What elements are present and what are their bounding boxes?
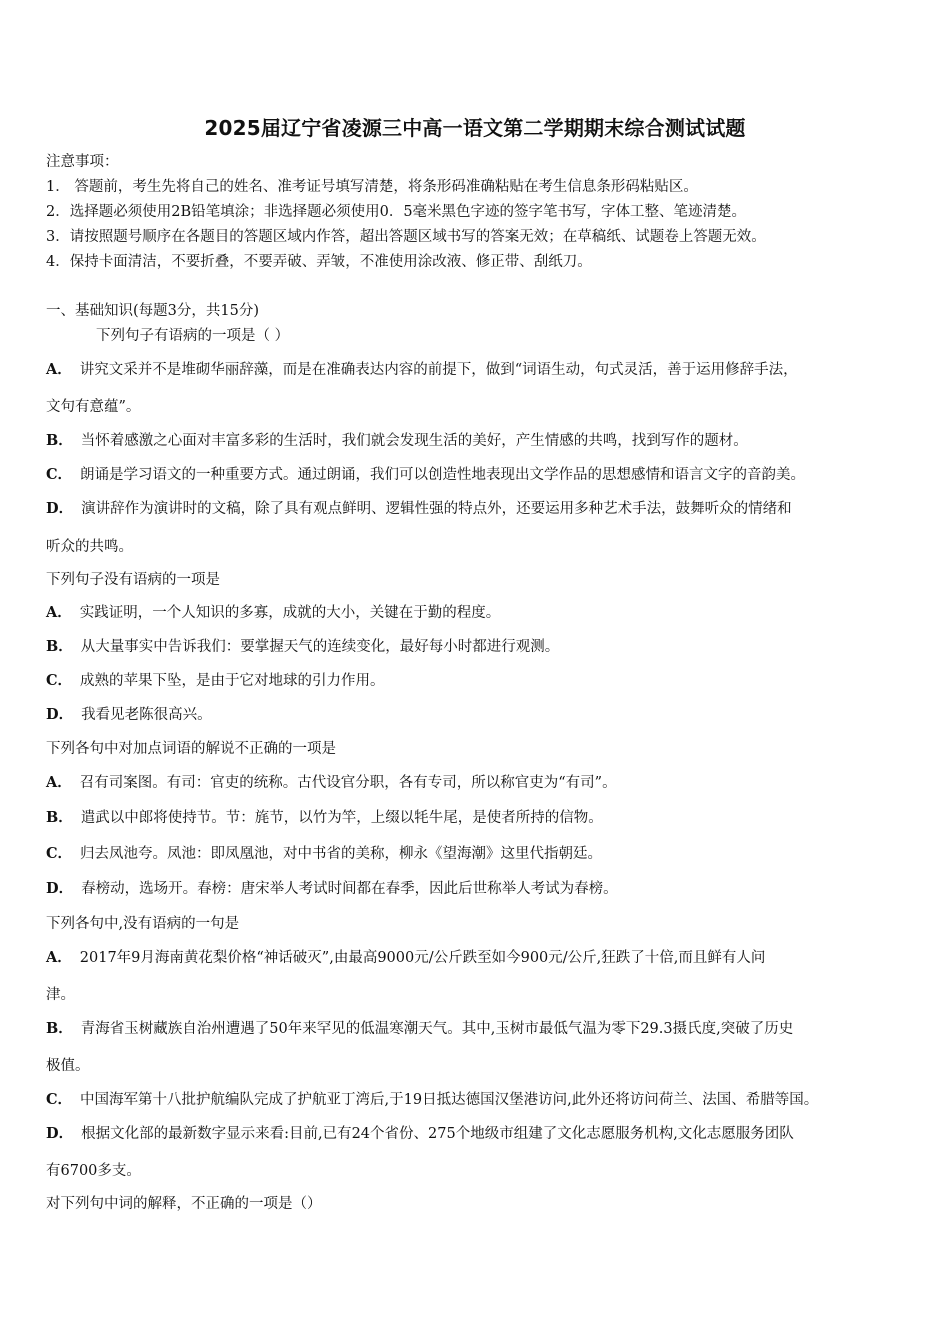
option-text: 朗诵是学习语文的一种重要方式。通过朗诵，我们可以创造性地表现出文学作品的思想感情和语言文字的音韵美。 (80, 467, 806, 483)
option-text: 我看见老陈很高兴。 (81, 707, 212, 723)
question-3-stem: 下列各句中对加点词语的解说不正确的一项是 (46, 741, 336, 757)
option-text: 遣武以中郎将使持节。节：旄节，以竹为竿，上缀以牦牛尾，是使者所持的信物。 (80, 810, 603, 826)
option-letter: D． (46, 500, 74, 517)
option-letter: A． (46, 949, 72, 966)
question-4-option-d (46, 1124, 794, 1144)
option-letter: A． (46, 774, 72, 791)
notice-item-2: 2．选择题必须使用2B铅笔填涂；非选择题必须使用0．5毫米黑色字迹的签字笔书写，字体工整、笔迹清楚。 (46, 204, 747, 220)
question-1-option-d (46, 499, 792, 519)
question-1-stem: 下列句子有语病的一项是（ ） (96, 328, 290, 344)
question-3-option-d (46, 879, 618, 899)
option-text: 演讲辞作为演讲时的文稿，除了具有观点鲜明、逻辑性强的特点外，还要运用多种艺术手法，鼓舞听众的情绪和 (81, 501, 792, 517)
page-title: 2025届辽宁省凌源三中高一语文第二学期期末综合测试试题 (204, 116, 746, 140)
question-1-option-d-cont: 听众的共鸣。 (46, 539, 133, 555)
question-5-stem: 对下列句中词的解释，不正确的一项是（） (46, 1196, 322, 1212)
question-4-option-b-cont: 极值。 (46, 1058, 90, 1074)
question-4-option-c (46, 1090, 818, 1110)
notice-item-3: 3．请按照题号顺序在各题目的答题区域内作答，超出答题区域书写的答案无效；在草稿纸、试题卷上答题无效。 (46, 229, 766, 245)
question-1-option-a-cont: 文句有意蕴”。 (46, 399, 141, 415)
notice-item-4: 4．保持卡面清洁，不要折叠，不要弄破、弄皱，不准使用涂改液、修正带、刮纸刀。 (46, 254, 592, 270)
question-2-stem: 下列句子没有语病的一项是 (46, 572, 220, 588)
option-letter: C． (46, 466, 73, 483)
option-text: 成熟的苹果下坠，是由于它对地球的引力作用。 (80, 673, 385, 689)
question-1-option-b (46, 431, 748, 451)
notice-item-1: 1． 答题前，考生先将自己的姓名、准考证号填写清楚，将条形码准确粘贴在考生信息条形码粘贴区。 (46, 179, 698, 195)
option-letter: B． (46, 1020, 73, 1037)
question-2-option-c (46, 671, 385, 691)
option-text: 春榜动，选场开。春榜：唐宋举人考试时间都在春季，因此后世称举人考试为春榜。 (81, 881, 618, 897)
option-text: 实践证明，一个人知识的多寡，成就的大小，关键在于勤的程度。 (79, 605, 501, 621)
option-text: 从大量事实中告诉我们：要掌握天气的连续变化，最好每小时都进行观测。 (80, 639, 560, 655)
option-text: 归去凤池夸。凤池：即凤凰池，对中书省的美称，柳永《望海潮》这里代指朝廷。 (80, 846, 603, 862)
option-text: 青海省玉树藏族自治州遭遇了50年来罕见的低温寒潮天气。其中,玉树市最低气温为零下29.3摄氏度,突破了历史 (80, 1021, 794, 1037)
question-2-option-a (46, 603, 500, 623)
question-3-option-a (46, 773, 617, 793)
option-text: 中国海军第十八批护航编队完成了护航亚丁湾后,于19日抵达德国汉堡港访问,此外还将访问荷兰、法国、希腊等国。 (80, 1092, 819, 1108)
question-4-stem: 下列各句中,没有语病的一句是 (46, 916, 240, 932)
option-letter: A． (46, 604, 72, 621)
option-letter: A． (46, 361, 72, 378)
question-3-option-c (46, 844, 602, 864)
question-2-option-d (46, 705, 212, 725)
question-4-option-a (46, 948, 765, 968)
option-letter: D． (46, 1125, 74, 1142)
option-text: 讲究文采并不是堆砌华丽辞藻，而是在准确表达内容的前提下，做到“词语生动，句式灵活，善于运用修辞手法， (79, 362, 798, 378)
option-letter: B． (46, 809, 73, 826)
option-text: 根据文化部的最新数字显示来看:目前,已有24个省份、275个地级市组建了文化志愿服务机构,文化志愿服务团队 (81, 1126, 794, 1142)
notice-heading: 注意事项： (46, 154, 119, 170)
question-1-option-c (46, 465, 805, 485)
option-letter: B． (46, 432, 73, 449)
option-text: 召有司案图。有司：官吏的统称。古代设官分职，各有专司，所以称官吏为“有司”。 (79, 775, 617, 791)
question-4-option-b (46, 1019, 793, 1039)
option-letter: C． (46, 1091, 73, 1108)
option-text: 2017年9月海南黄花梨价格“神话破灭”,由最高9000元/公斤跌至如今900元/公斤,狂跌了十倍,而且鲜有人问 (79, 950, 766, 966)
question-4-option-d-cont: 有6700多支。 (46, 1163, 141, 1179)
option-letter: C． (46, 672, 73, 689)
option-text: 当怀着感激之心面对丰富多彩的生活时，我们就会发现生活的美好，产生情感的共鸣，找到写作的题材。 (80, 433, 748, 449)
question-4-option-a-cont: 津。 (46, 987, 75, 1003)
question-1-option-a (46, 360, 798, 380)
section-heading: 一、基础知识(每题3分，共15分) (46, 303, 259, 319)
question-2-option-b (46, 637, 559, 657)
option-letter: D． (46, 706, 74, 723)
option-letter: D． (46, 880, 74, 897)
option-letter: C． (46, 845, 73, 862)
question-3-option-b (46, 808, 603, 828)
option-letter: B． (46, 638, 73, 655)
